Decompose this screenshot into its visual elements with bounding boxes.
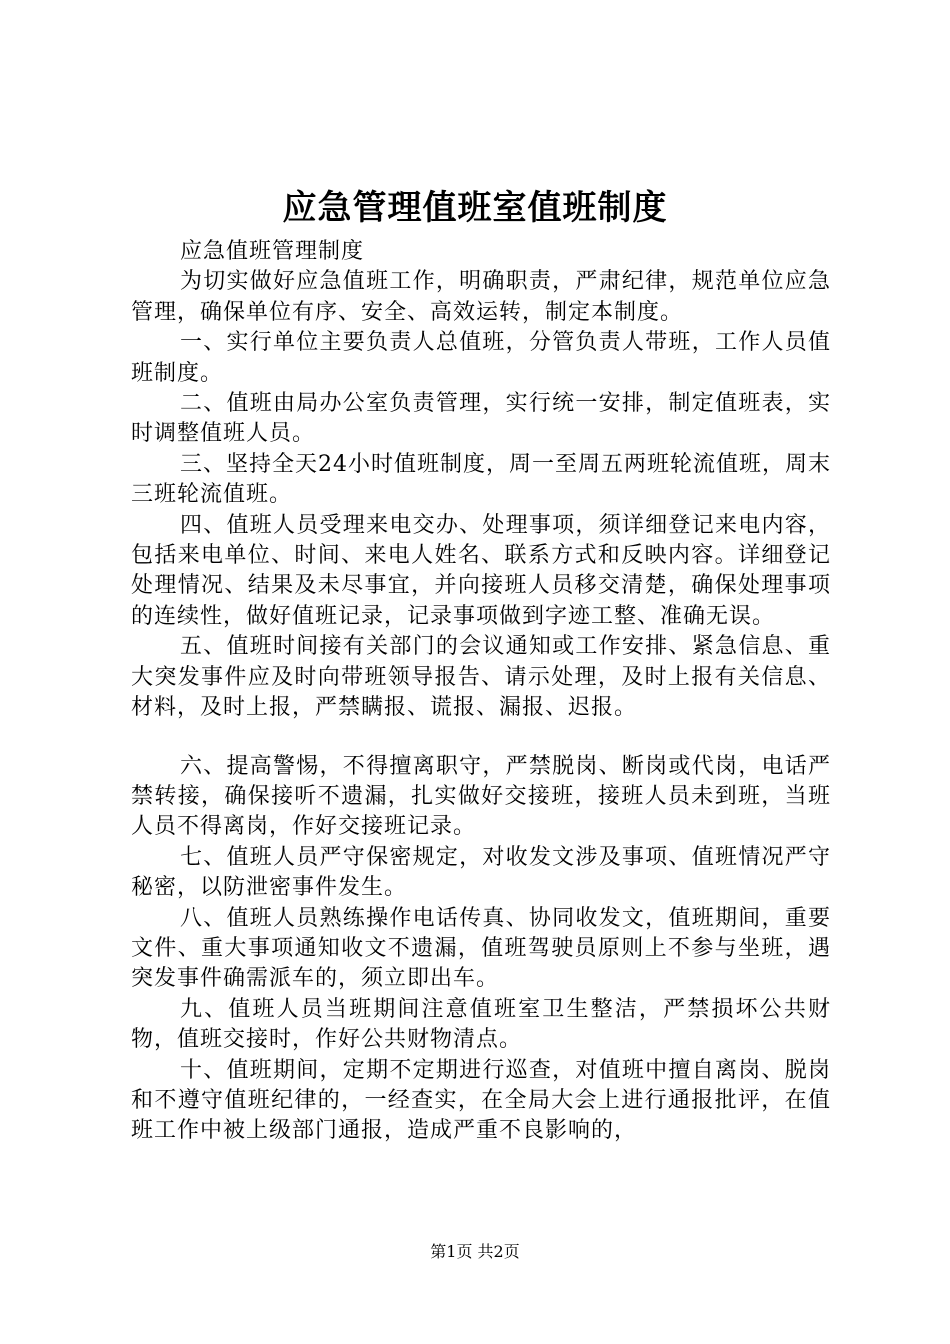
paragraph-9: 九、值班人员当班期间注意值班室卫生整洁，严禁损坏公共财物，值班交接时，作好公共财物清点。: [131, 996, 831, 1053]
document-body: [131, 237, 831, 1147]
paragraph-6: 六、提高警惕，不得擅离职守，严禁脱岗、断岗或代岗，电话严禁转接，确保接听不遗漏，扎实做好交接班，接班人员未到班，当班人员不得离岗，作好交接班记录。: [131, 753, 831, 840]
page-footer: 第1页 共2页: [430, 1242, 520, 1261]
paragraph-7: 七、值班人员严守保密规定，对收发文涉及事项、值班情况严守秘密，以防泄密事件发生。: [131, 844, 831, 901]
document-title: 应急管理值班室值班制度: [282, 188, 668, 228]
document-subtitle: 应急值班管理制度: [180, 239, 365, 264]
paragraph-intro: 为切实做好应急值班工作，明确职责，严肃纪律，规范单位应急管理，确保单位有序、安全、高效运转，制定本制度。: [131, 269, 831, 325]
paragraph-10: 十、值班期间，定期不定期进行巡查，对值班中擅自离岗、脱岗和不遵守值班纪律的，一经查实，在全局大会上进行通报批评，在值班工作中被上级部门通报，造成严重不良影响的，: [131, 1057, 831, 1144]
paragraph-gap: [131, 724, 831, 752]
paragraph-5: 五、值班时间接有关部门的会议通知或工作安排、紧急信息、重大突发事件应及时向带班领导报告、请示处理，及时上报有关信息、材料，及时上报，严禁瞒报、谎报、漏报、迟报。: [131, 634, 831, 721]
paragraph-4: 四、值班人员受理来电交办、处理事项，须详细登记来电内容，包括来电单位、时间、来电人姓名、联系方式和反映内容。详细登记处理情况、结果及未尽事宜，并向接班人员移交清楚，确保处理事项的连续性，做好值班记录，记录事项做到字迹工整、准确无误。: [131, 512, 831, 629]
paragraph-3: 三、坚持全天24小时值班制度，周一至周五两班轮流值班，周末三班轮流值班。: [131, 451, 831, 508]
paragraph-2: 二、值班由局办公室负责管理，实行统一安排，制定值班表，实时调整值班人员。: [131, 391, 831, 447]
paragraph-8: 八、值班人员熟练操作电话传真、协同收发文，值班期间，重要文件、重大事项通知收文不遗漏，值班驾驶员原则上不参与坐班，遇突发事件确需派车的，须立即出车。: [131, 905, 831, 992]
paragraph-1: 一、实行单位主要负责人总值班，分管负责人带班，工作人员值班制度。: [131, 330, 831, 386]
